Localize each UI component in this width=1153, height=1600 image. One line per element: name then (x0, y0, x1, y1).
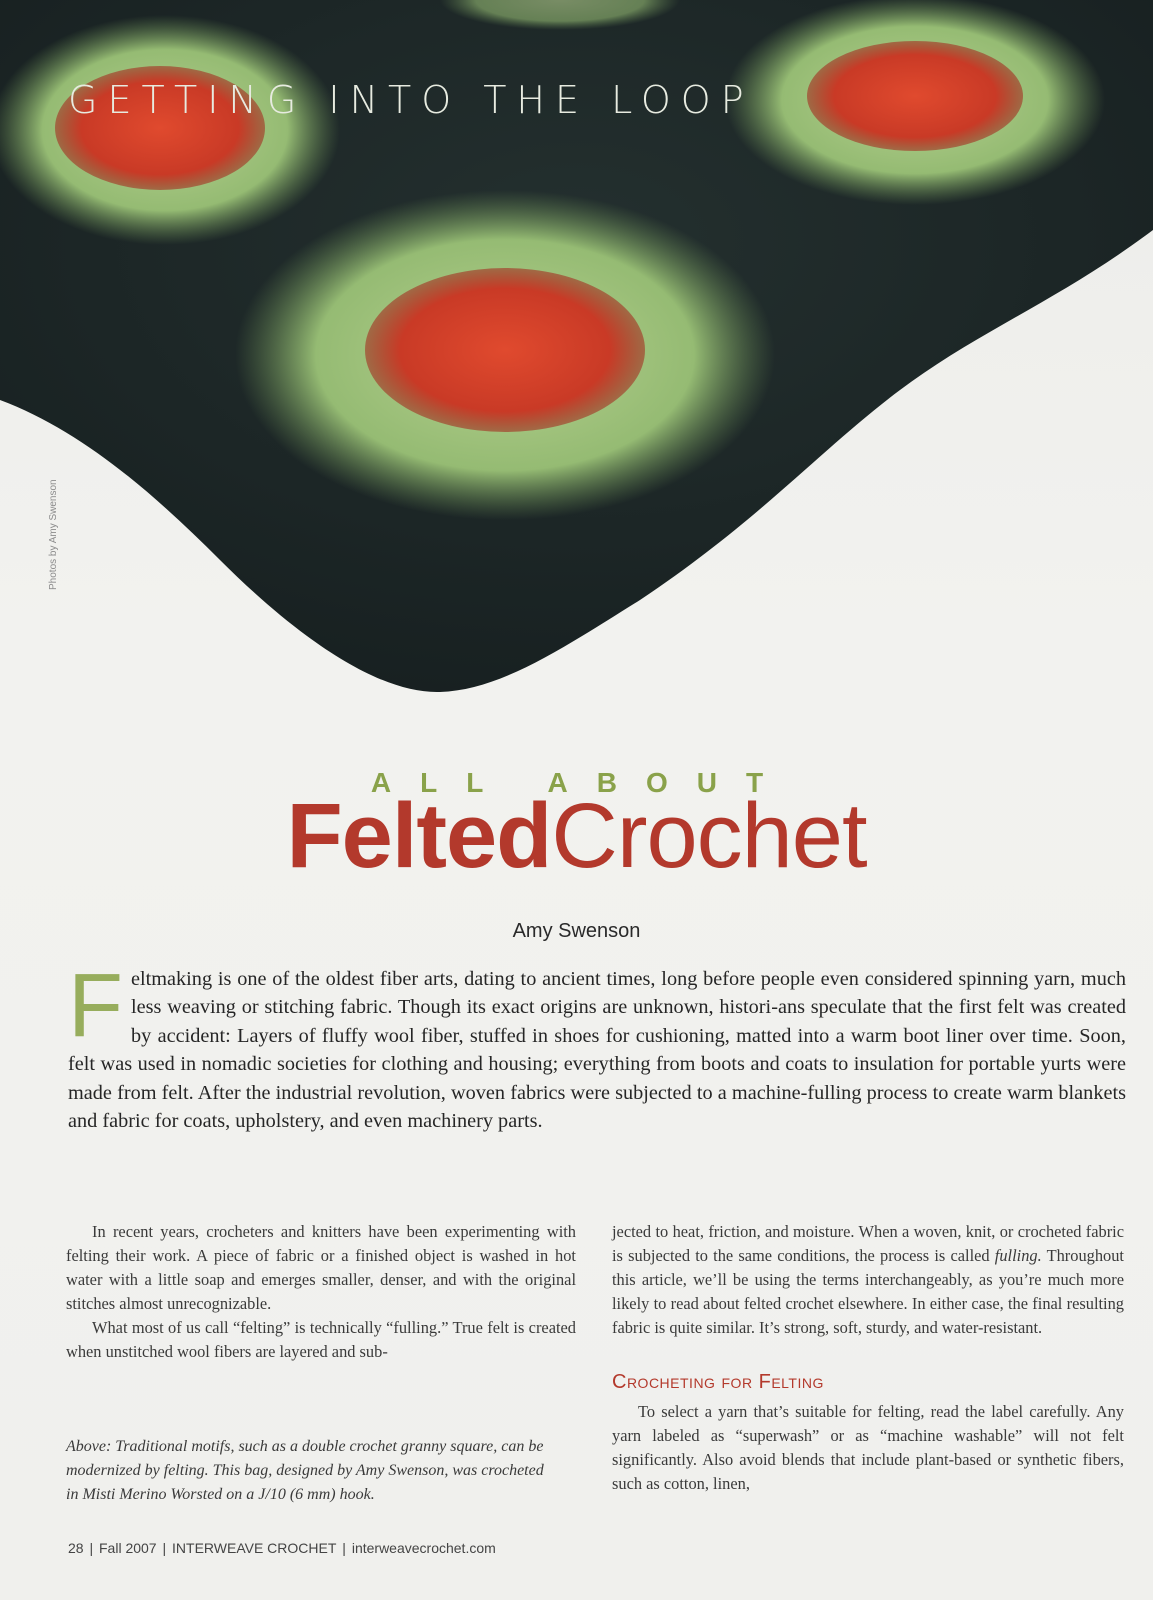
title-light: Crochet (551, 785, 867, 887)
lede-paragraph (68, 956, 1126, 1135)
body-paragraph (612, 1220, 1124, 1340)
body-paragraph: To select a yarn that’s suitable for felting, read the label carefully. Any yarn labeled as “superwash” or as “machine washable” will not felt significantly. Also avoid blends that include plant-based or synthetic fibers, such as cotton, linen, (612, 1402, 1124, 1493)
article-kicker: ALL ABOUT (370, 767, 793, 798)
footer-separator: | (342, 1540, 346, 1556)
page-number: 28 (68, 1540, 84, 1556)
body-column-left (66, 1220, 576, 1364)
page-footer (68, 1540, 498, 1556)
drop-cap: F (68, 956, 123, 1056)
text-run: Throughout this article, we’ll be using the terms interchangeably, as you’re much more likely to read about felted crochet elsewhere. In either case, the final resulting fabric is quite similar. It’s strong, soft, sturdy, and water-resistant. (612, 1246, 1124, 1337)
title-bold: Felted (286, 785, 552, 887)
footer-separator: | (162, 1540, 167, 1556)
author-byline: Amy Swenson (512, 920, 641, 942)
magazine-url: interweavecrochet.com (351, 1540, 496, 1556)
body-paragraph: In recent years, crocheters and knitters have been experimenting with felting their work. A piece of fabric or a finished object is washed in hot water with a little soap and emerges smaller, denser, and with the original stitches almost unrecognizable. (66, 1222, 576, 1313)
text-run: jected to heat, friction, and moisture. When a woven, knit, or crocheted fabric is subjected to the same conditions, the process is called (612, 1222, 1124, 1265)
issue-date: Fall 2007 (99, 1540, 157, 1556)
emphasis-term: fulling. (994, 1246, 1042, 1265)
section-subhead: Crocheting for Felting (612, 1371, 824, 1393)
section-label: GETTING INTO THE LOOP (68, 78, 754, 122)
lede-text: eltmaking is one of the oldest fiber arts, dating to ancient times, long before people even considered spinning yarn, much less weaving or stitching fabric. Though its exact origins are unknown, histori-ans speculate that the first felt was created by accident: Layers of fluffy wool fiber, stuffed in shoes for cushioning, matted into a warm boot liner over time. Soon, felt was used in nomadic societies for clothing and housing; everything from boots and coats to insulation for portable yurts were made from felt. After the industrial revolution, woven fabrics were subjected to a machine-fulling process to create warm blankets and fabric for coats, upholstery, and even machinery parts. (68, 968, 1126, 1133)
photo-caption: Above: Traditional motifs, such as a double crochet granny square, can be modernized by felting. This bag, designed by Amy Swenson, was crocheted in Misti Merino Worsted on a J/10 (6 mm) hook. (66, 1438, 544, 1503)
body-column-right (612, 1220, 1124, 1496)
body-paragraph: What most of us call “felting” is technically “fulling.” True felt is created when unstitched wool fibers are layered and sub- (66, 1318, 576, 1361)
article-title (0, 785, 1153, 887)
magazine-name: INTERWEAVE CROCHET (172, 1540, 337, 1556)
photo-credit: Photos by Amy Swenson (48, 479, 59, 590)
footer-separator: | (89, 1540, 94, 1556)
